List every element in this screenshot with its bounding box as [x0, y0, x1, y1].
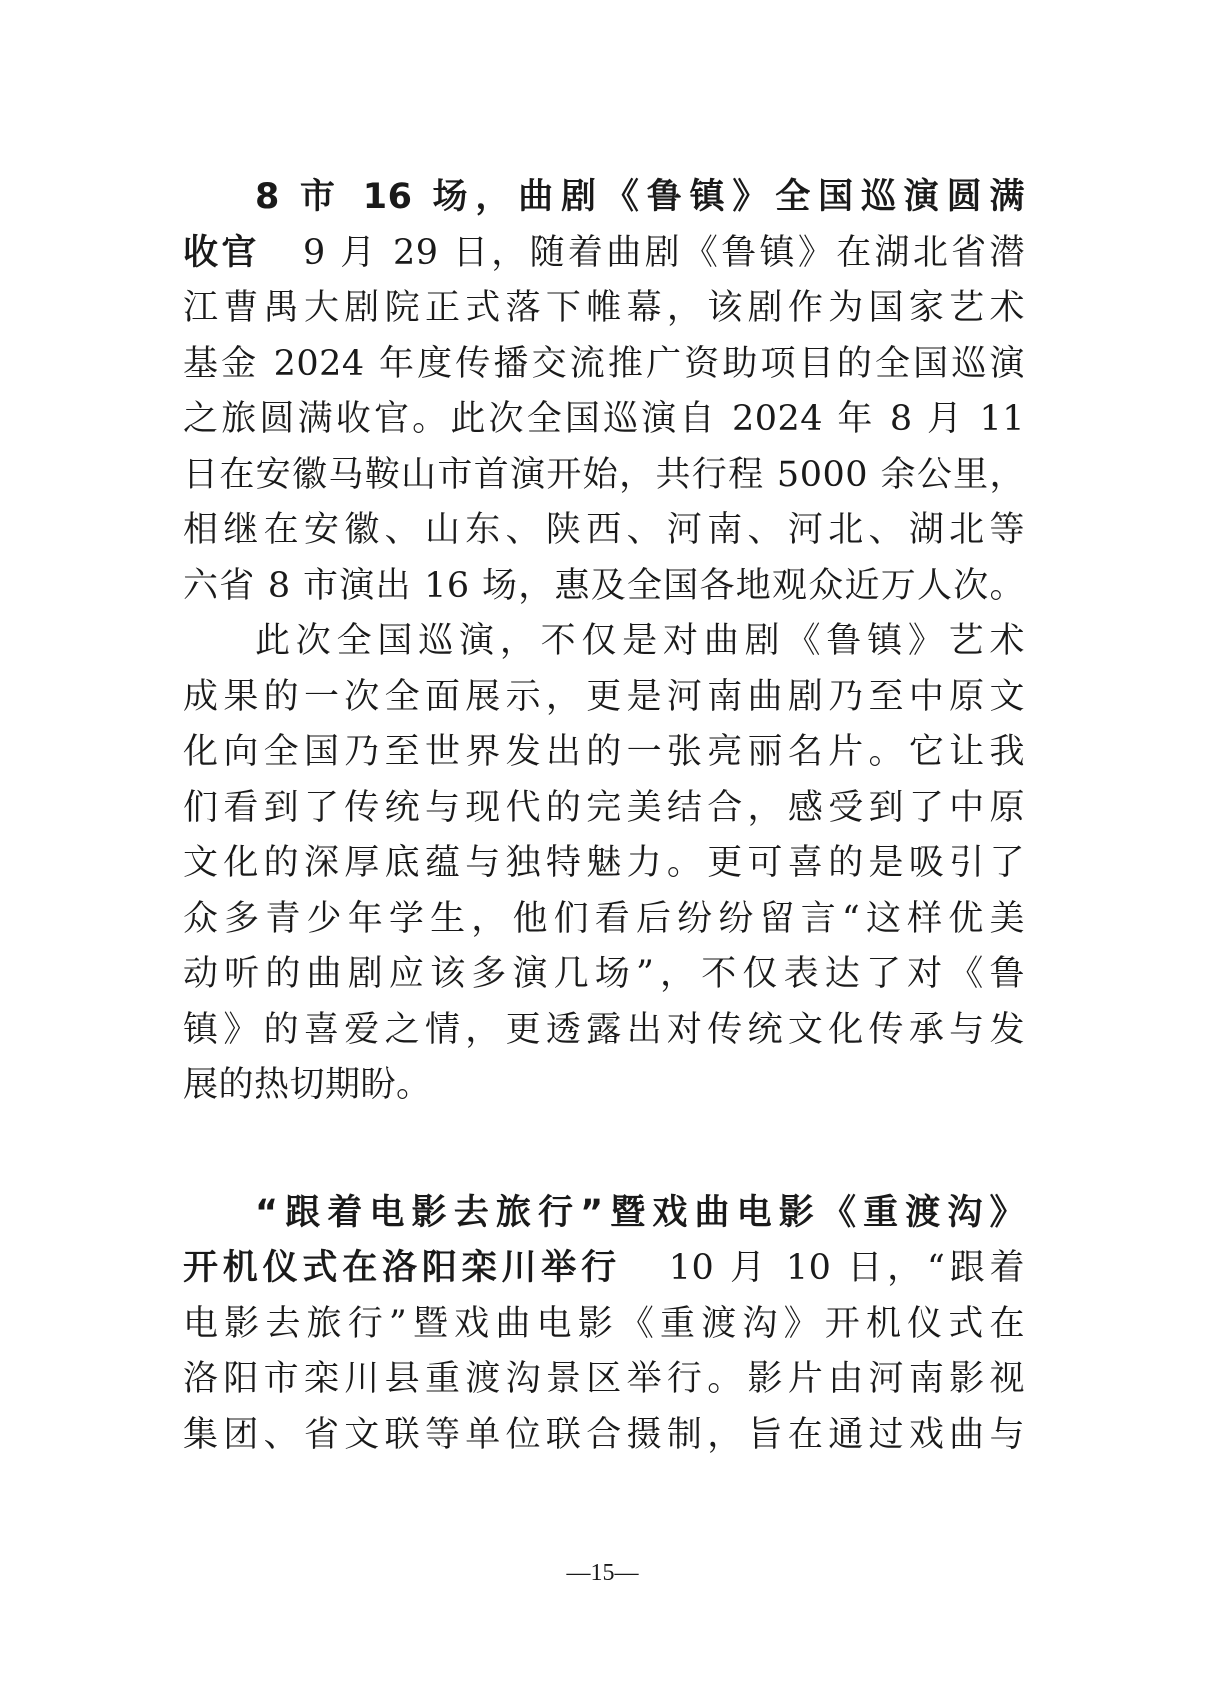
article1-line: [183, 226, 1025, 282]
article1-para2-line: 展的热切期盼。: [183, 1065, 432, 1105]
article2-lead-text: 10 月 10 日，“跟着: [668, 1248, 1026, 1288]
section-gap: [183, 1114, 1025, 1186]
article1-para2-line: 众多青少年学生，他们看后纷纷留言“这样优美: [183, 898, 1025, 939]
article1-para2-line: 文化的深厚底蕴与独特魅力。更可喜的是吸引了: [183, 843, 1025, 883]
article1-para2-line: 镇》的喜爱之情，更透露出对传统文化传承与发: [183, 1009, 1025, 1050]
article1-line: 江曹禺大剧院正式落下帷幕，该剧作为国家艺术: [183, 288, 1025, 328]
article1-line: 相继在安徽、山东、陕西、河南、河北、湖北等: [183, 510, 1025, 550]
article1-line: 基金 2024 年度传播交流推广资助项目的全国巡演: [183, 343, 1025, 384]
article2-line: 电影去旅行”暨戏曲电影《重渡沟》开机仪式在: [183, 1303, 1025, 1344]
page-number: —15—: [566, 1560, 639, 1586]
article1-line: 日在安徽马鞍山市首演开始，共行程 5000 余公里，: [183, 454, 1025, 495]
article1-headline-tail: 收官: [183, 232, 260, 273]
article2-headline: “跟着电影去旅行”暨戏曲电影《重渡沟》: [255, 1192, 1025, 1233]
article1-para2-line: 成果的一次全面展示，更是河南曲剧乃至中原文: [183, 676, 1025, 717]
article2-line: 集团、省文联等单位联合摄制，旨在通过戏曲与: [183, 1414, 1025, 1455]
article2-headline-tail: 开机仪式在洛阳栾川举行: [183, 1248, 621, 1288]
article1-line: 六省 8 市演出 16 场，惠及全国各地观众近万人次。: [183, 565, 1025, 606]
article1-para2-line: 们看到了传统与现代的完美结合，感受到了中原: [183, 787, 1025, 828]
document-page: [183, 170, 1025, 1463]
article1-line: 之旅圆满收官。此次全国巡演自 2024 年 8 月 11: [183, 399, 1025, 439]
article2-line: 洛阳市栾川县重渡沟景区举行。影片由河南影视: [183, 1359, 1025, 1399]
article1-lead-text: 9 月 29 日，随着曲剧《鲁镇》在湖北省潜: [303, 232, 1025, 273]
article1-para2-line: 化向全国乃至世界发出的一张亮丽名片。它让我: [183, 732, 1025, 772]
article2-line: [183, 1241, 1025, 1297]
article1-headline: 8 市 16 场，曲剧《鲁镇》全国巡演圆满: [255, 177, 1025, 217]
article1-para2-line: 动听的曲剧应该多演几场”，不仅表达了对《鲁: [183, 954, 1025, 994]
article1-para2-line: 此次全国巡演，不仅是对曲剧《鲁镇》艺术: [255, 621, 1025, 661]
